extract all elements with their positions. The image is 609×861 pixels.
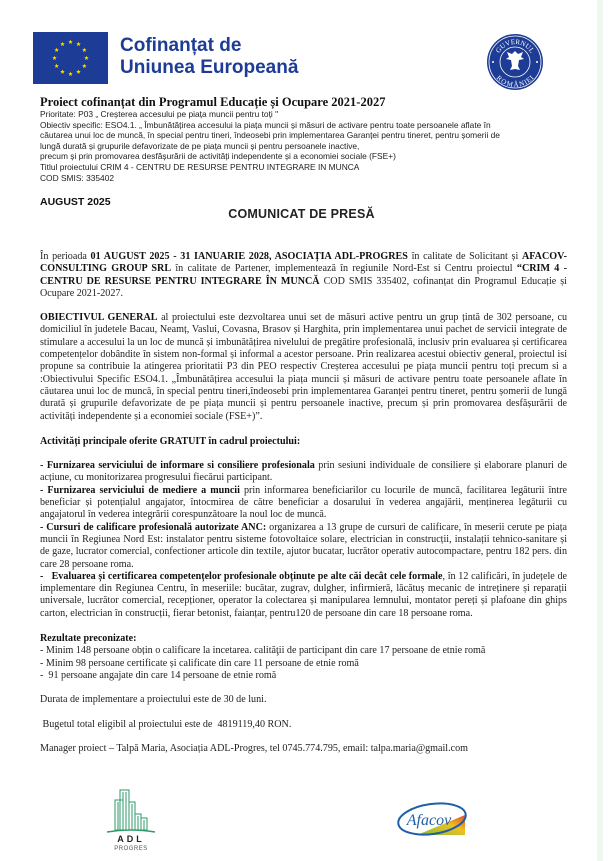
objective-text: al proiectului este dezvoltarea unui set de măsuri active pentru un grup țintă de 302 persoane, cu domiciliul în judetele Bacau, Neamț, Vaslui, Covasna, Brasov și Harghita, prin implementarea unui pachet de servicii integrate de stimulare a accesului la un loc de muncă și imbunătățirea nivelului de pregătire profesională, inclusiv prin evaluarea și certificarea competențelor dobândite în sistem non-formal și informal a acestor persoane. Prin realizarea acestui obiectiv general, proiectul isi propune sa contribuie la atingerea prioritatii P3 din PEO respectiv Creșterea accesului pe piața muncii pentru toți precum si a :Obiectivului Specific ESO4.1. „Îmbunătățirea accesului la piața muncii și măsuri de activare pentru toate persoanele aflate în căutarea unui loc de muncă, în special pentru tineri,îndeosebi prin implementarea Garanței pentru tineret, pentru șomerii de lungă durată și grupurile defavorizate de pe piața muncii și pentru persoanele inactive, precum și prin promovarea desfășurării de activități independente și a economiei sociale (FSE+)”. bbox=[40, 312, 567, 422]
eu-star-icon bbox=[60, 69, 65, 73]
project-name: Titlul proiectului CRIM 4 - CENTRU DE RESURSE PENTRU INTEGRARE IN MUNCA bbox=[40, 161, 360, 172]
results-heading-text: Rezultate preconizate: bbox=[40, 633, 137, 645]
activity-text: , în 12 calificări, în județele de implementare din Regiunea Centru, în meseriile: bucătar, zugrav, dulgher, infirmieră, lăcătuș mecanic de intreținere și reparații universale, lucrător comercial, recepționer, operator la colectarea și manipularea lemnului, montator pereți și plafoane din ghips carton, electrician în construcții, fierar betonist, faianțar, pentru120 de persoane din care 18 persoane roma. bbox=[40, 570, 570, 619]
activity-title: Evaluarea și certificarea competențelor profesionale obținute pe alte căi decât cele formale bbox=[51, 570, 443, 582]
activity-item bbox=[40, 570, 570, 620]
adl-progres-logo bbox=[105, 788, 157, 856]
intro-text-1: În perioada bbox=[40, 251, 91, 262]
intro-text-3: în calitate de Partener, implementează în regiunile Nord-Est si Centru proiectul bbox=[171, 263, 517, 275]
project-objective-line1: Obiectiv specific: ESO4.1. „ Îmbunătățirea accesului la piața muncii și măsuri de activare pentru toate persoanele aflate în bbox=[40, 119, 491, 130]
project-objective-line4: precum și prin promovarea desfășurării de activități independente și a economiei sociale (FSE+) bbox=[40, 151, 396, 162]
seal-text-bottom: ROMÂNIEI bbox=[494, 73, 536, 89]
eu-star-icon bbox=[60, 42, 65, 46]
activity-prefix: - bbox=[40, 484, 48, 496]
activity-item bbox=[40, 522, 567, 571]
activity-item bbox=[40, 485, 567, 522]
objective-paragraph bbox=[40, 312, 567, 423]
release-date: AUGUST 2025 bbox=[40, 196, 111, 208]
objective-label: OBIECTIVUL GENERAL bbox=[40, 312, 158, 324]
budget-text: Bugetul total eligibil al proiectului este de 4819119,40 RON. bbox=[40, 718, 292, 730]
adl-logo-subtext: PROGRES bbox=[114, 846, 148, 852]
activities-heading-text: Activități principale oferite GRATUIT în cadrul proiectului: bbox=[40, 435, 301, 447]
result-item: - Minim 98 persoane certificate și calificate din care 11 persoane de etnie romă bbox=[40, 657, 359, 669]
document-body bbox=[40, 251, 570, 755]
result-item: - Minim 148 persoane obțin o calificare la incetarea. calităţii de participant din care 17 persoane de etnie romă bbox=[40, 645, 486, 657]
eu-star-icon bbox=[82, 64, 87, 68]
eu-star-icon bbox=[52, 56, 57, 60]
activity-item bbox=[40, 460, 567, 485]
activity-title: Furnizarea serviciului de informare si consiliere profesionala bbox=[46, 460, 315, 472]
eu-stars-icon bbox=[33, 32, 108, 84]
activity-text: prin informarea beneficiarilor cu locurile de muncă, facilitarea legăturii între beneficiar și potențialul angajator, întocmirea de către beneficiar a dosarului în vederea angajării, menținerea legăturii cu angajatorul în vederea integrării corespunzătoare la noul loc de muncă. bbox=[40, 484, 567, 521]
page-edge bbox=[597, 0, 603, 861]
eu-title-line2: Uniunea Europeană bbox=[120, 57, 299, 78]
intro-partner-bold: AFACOV-CONSULTING GROUP SRL bbox=[40, 251, 567, 275]
eu-star-icon bbox=[82, 48, 87, 52]
activity-prefix: - bbox=[40, 570, 52, 582]
project-priority: Prioritate: P03 „ Creșterea accesului pe piața muncii pentru toți " bbox=[40, 109, 279, 119]
duration-text: Durata de implementare a proiectului este de 30 de luni. bbox=[40, 694, 267, 706]
project-info bbox=[40, 95, 580, 183]
eu-flag-logo bbox=[33, 32, 108, 84]
seal-text-top: GUVERNUL bbox=[494, 37, 536, 55]
eu-star-icon bbox=[54, 48, 59, 52]
eu-star-icon bbox=[76, 69, 81, 73]
manager-contact: Manager proiect – Talpă Maria, Asociația ADL-Progres, tel 0745.774.795, email: talpa.maria@gmail.com bbox=[40, 742, 469, 754]
document-title: COMUNICAT DE PRESĂ bbox=[228, 207, 375, 221]
eu-star-icon bbox=[68, 40, 73, 44]
afacov-logo-text: Afacov bbox=[406, 812, 452, 829]
eu-star-icon bbox=[54, 64, 59, 68]
project-smis-code: COD SMIS: 335402 bbox=[40, 172, 115, 183]
project-title: Proiect cofinanțat din Programul Educație și Ocupare 2021-2027 bbox=[40, 95, 386, 109]
result-item: - 91 persoane angajate din care 14 persoane de etnie romă bbox=[40, 669, 277, 681]
eu-star-icon bbox=[68, 72, 73, 76]
activity-title: Furnizarea serviciului de mediere a muncii bbox=[47, 484, 240, 496]
intro-paragraph bbox=[40, 251, 567, 300]
intro-period-bold: 01 AUGUST 2025 - 31 IANUARIE 2028, ASOCIAȚIA ADL-PROGRES bbox=[90, 251, 408, 262]
intro-text-2: în calitate de Solicitant și bbox=[407, 251, 522, 262]
activity-prefix: - bbox=[40, 521, 47, 533]
eu-star-icon bbox=[76, 42, 81, 46]
intro-text-4: COD SMIS 335402, cofinanțat din Programul Educație și Ocupare 2021-2027. bbox=[40, 275, 567, 299]
adl-logo-text: ADL bbox=[117, 834, 145, 844]
eu-star-icon bbox=[84, 56, 89, 60]
activities-heading bbox=[40, 436, 567, 448]
project-objective-line3: lungă durată și grupurile defavorizate de pe piața muncii și pentru persoanele inactive, bbox=[40, 140, 360, 151]
intro-project-bold: “CRIM 4 - CENTRU DE RESURSE PENTRU INTEGRARE ÎN MUNCĂ bbox=[40, 263, 567, 287]
activity-text: organizarea a 13 grupe de cursuri de calificare, în meserii cerute pe piața muncii în Regiunea Nord Est: instalator pentru sisteme fotovoltaice solare, electrician in construcții, instalații tehnico-sanitare și de gaze, lucrator comercial, confectioner articole din textile, ajutor bucatar, lucrător operativ autocompactare, pentru 182 pers. din care 28 persoane roma. bbox=[40, 521, 568, 570]
activity-title: Cursuri de calificare profesională autorizate ANC: bbox=[46, 521, 267, 533]
government-seal-logo bbox=[485, 32, 545, 92]
project-objective-line2: căutarea unui loc de muncă, în special pentru tineri, îndeosebi prin implementarea Garanței pentru tineret, pentru șomerii de bbox=[40, 130, 500, 141]
results-heading bbox=[40, 633, 567, 645]
eu-title-line1: Cofinanțat de bbox=[120, 35, 242, 56]
eu-cofinanced-title bbox=[120, 35, 298, 79]
afacov-logo bbox=[395, 797, 470, 845]
activity-prefix: - bbox=[40, 460, 47, 472]
activity-text: prin sesiuni individuale de consiliere și elaborare planuri de acțiune, cu monitorizarea progresului fiecărui participant. bbox=[40, 460, 567, 484]
